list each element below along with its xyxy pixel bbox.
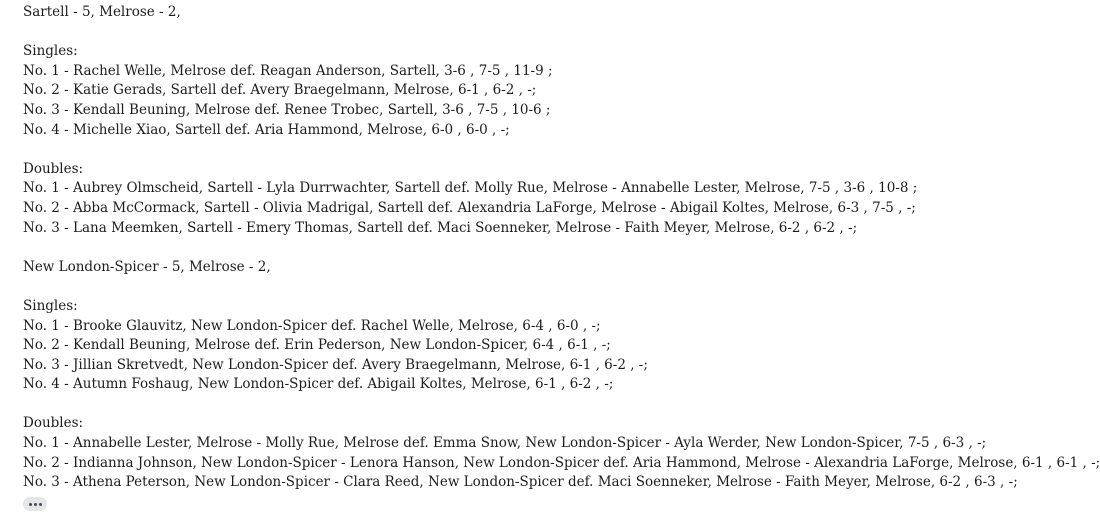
doubles-result: No. 1 - Annabelle Lester, Melrose - Molly Rue, Melrose def. Emma Snow, New London-Spicer - Ayla Werder, New London-Spicer, 7-5 , 6-3 , -;	[23, 435, 987, 452]
singles-result: No. 2 - Kendall Beuning, Melrose def. Erin Pederson, New London-Spicer, 6-4 , 6-1 , -;	[23, 337, 611, 354]
ellipsis-icon	[34, 503, 37, 506]
doubles-result: No. 2 - Indianna Johnson, New London-Spicer - Lenora Hanson, New London-Spicer def. Aria Hammond, Melrose - Alexandria LaForge, Melrose, 6-1 , 6-1 , -;	[23, 454, 1100, 471]
singles-result: No. 4 - Michelle Xiao, Sartell def. Aria Hammond, Melrose, 6-0 , 6-0 , -;	[23, 121, 510, 138]
blank-line	[23, 140, 1100, 160]
singles-heading: Singles:	[23, 43, 78, 60]
match-results-text	[23, 3, 1100, 493]
singles-result: No. 1 - Rachel Welle, Melrose def. Reagan Anderson, Sartell, 3-6 , 7-5 , 11-9 ;	[23, 62, 553, 79]
singles-result: No. 3 - Jillian Skretvedt, New London-Spicer def. Avery Braegelmann, Melrose, 6-1 , 6-2 , -;	[23, 356, 648, 373]
singles-result: No. 4 - Autumn Foshaug, New London-Spicer def. Abigail Koltes, Melrose, 6-1 , 6-2 , -;	[23, 376, 614, 393]
ellipsis-icon	[29, 503, 32, 506]
singles-heading: Singles:	[23, 297, 78, 314]
blank-line	[23, 238, 1100, 258]
doubles-heading: Doubles:	[23, 160, 84, 177]
doubles-heading: Doubles:	[23, 415, 84, 432]
ellipsis-icon	[39, 503, 42, 506]
match-score-line: New London-Spicer - 5, Melrose - 2,	[23, 258, 271, 275]
match-score-line: Sartell - 5, Melrose - 2,	[23, 4, 181, 20]
blank-line	[23, 23, 1100, 43]
doubles-result: No. 3 - Athena Peterson, New London-Spicer - Clara Reed, New London-Spicer def. Maci Soenneker, Melrose - Faith Meyer, Melrose, 6-2 , 6-3 , -;	[23, 474, 1018, 491]
singles-result: No. 2 - Katie Gerads, Sartell def. Avery Braegelmann, Melrose, 6-1 , 6-2 , -;	[23, 82, 537, 99]
blank-line	[23, 277, 1100, 297]
doubles-result: No. 3 - Lana Meemken, Sartell - Emery Thomas, Sartell def. Maci Soenneker, Melrose - Faith Meyer, Melrose, 6-2 , 6-2 , -;	[23, 219, 858, 236]
blank-line	[23, 395, 1100, 415]
singles-result: No. 1 - Brooke Glauvitz, New London-Spicer def. Rachel Welle, Melrose, 6-4 , 6-0 , -;	[23, 317, 601, 334]
doubles-result: No. 2 - Abba McCormack, Sartell - Olivia Madrigal, Sartell def. Alexandria LaForge, Melrose - Abigail Koltes, Melrose, 6-3 , 7-5 , -;	[23, 199, 916, 216]
singles-result: No. 3 - Kendall Beuning, Melrose def. Renee Trobec, Sartell, 3-6 , 7-5 , 10-6 ;	[23, 101, 551, 118]
doubles-result: No. 1 - Aubrey Olmscheid, Sartell - Lyla Durrwachter, Sartell def. Molly Rue, Melrose - Annabelle Lester, Melrose, 7-5 , 3-6 , 10-8 ;	[23, 180, 918, 197]
see-more-button[interactable]	[23, 497, 47, 511]
